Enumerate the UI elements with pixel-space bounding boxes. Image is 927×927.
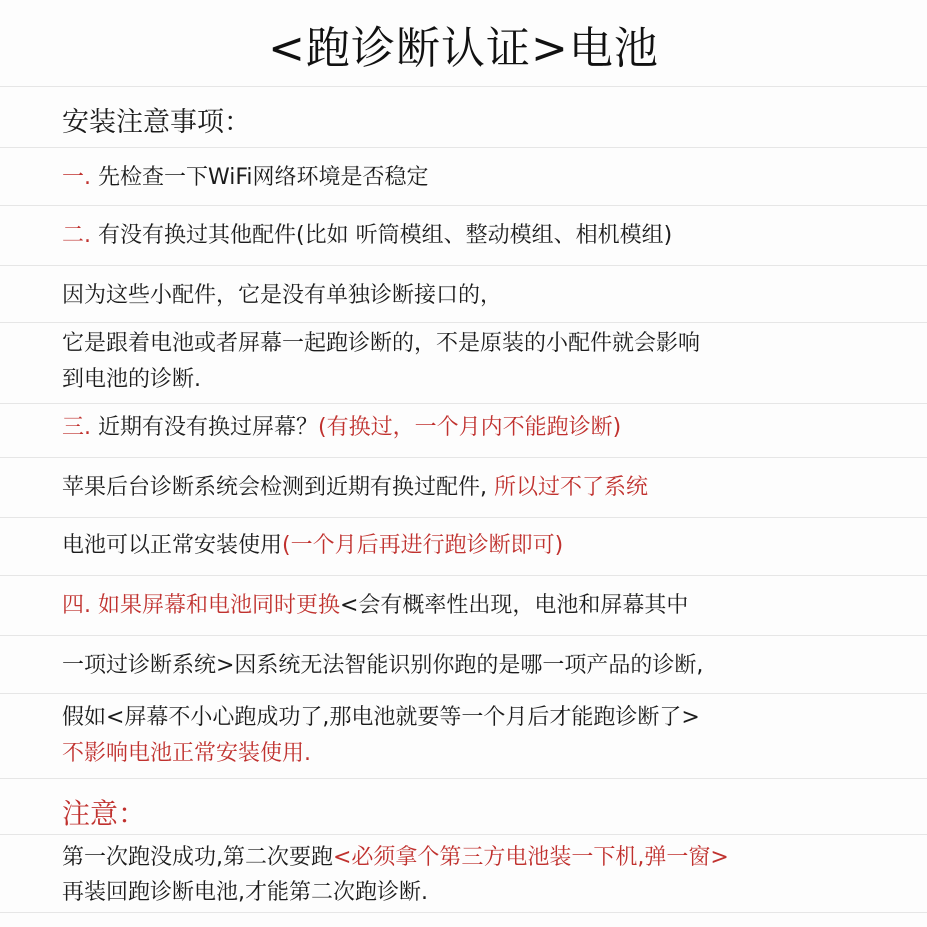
item-number: 一. [62,165,91,190]
item-red-note: (一个月后再进行跑诊断即可) [282,533,564,558]
rule-line [0,86,927,87]
rule-line [0,147,927,148]
rule-line [0,778,927,779]
item-text: 有没有换过其他配件(比如 听筒模组、整动模组、相机模组) [98,223,673,248]
section-heading: 安装注意事项： [62,107,251,138]
item-number: 三. [62,415,91,440]
list-item [62,412,621,444]
notice-red-note: <必须拿个第三方电池装一下机,弹一窗> [333,845,729,870]
list-item [62,738,311,770]
rule-line [0,635,927,636]
list-item [62,220,672,252]
item-number: 二. [62,223,91,248]
list-item [62,280,502,312]
item-text: 它是跟着电池或者屏幕一起跑诊断的，不是原装的小配件就会影响 [62,331,701,356]
item-text: 近期有没有换过屏幕？ [98,415,319,440]
list-item [62,702,700,734]
list-item [62,650,703,682]
item-text: 因为这些小配件，它是没有单独诊断接口的， [62,283,503,308]
list-item [62,590,688,622]
item-text: <会有概率性出现，电池和屏幕其中 [340,593,689,618]
item-red-note: 不影响电池正常安装使用. [62,741,311,766]
rule-line [0,265,927,266]
rule-line [0,322,927,323]
rule-line [0,403,927,404]
rule-line [0,834,927,835]
list-item [62,472,648,504]
notice-line [62,842,729,874]
list-item [62,364,201,396]
item-text: 苹果后台诊断系统会检测到近期有换过配件, [62,475,487,500]
item-text: 电池可以正常安装使用 [62,533,283,558]
notice-text: 再装回跑诊断电池,才能第二次跑诊断. [62,880,428,905]
notice-line [62,877,428,909]
rule-line [0,205,927,206]
rule-line [0,517,927,518]
rule-line [0,575,927,576]
item-red-lead: 四. 如果屏幕和电池同时更换 [62,593,340,618]
item-text: 先检查一下WiFi网络环境是否稳定 [98,165,429,190]
item-red-note: 所以过不了系统 [494,475,649,500]
list-item [62,328,700,360]
item-text: 假如<屏幕不小心跑成功了,那电池就要等一个月后才能跑诊断了> [62,705,700,730]
rule-line [0,693,927,694]
list-item [62,162,429,194]
item-red-note: (有换过，一个月内不能跑诊断) [318,415,622,440]
list-item [62,530,563,562]
notice-heading: 注意： [62,797,147,830]
rule-line [0,457,927,458]
page-title: <跑诊断认证>电池 [268,23,659,74]
rule-line [0,912,927,913]
notice-text: 第一次跑没成功,第二次要跑 [62,845,333,870]
item-text: 一项过诊断系统>因系统无法智能识别你跑的是哪一项产品的诊断, [62,653,704,678]
item-text: 到电池的诊断. [62,367,201,392]
